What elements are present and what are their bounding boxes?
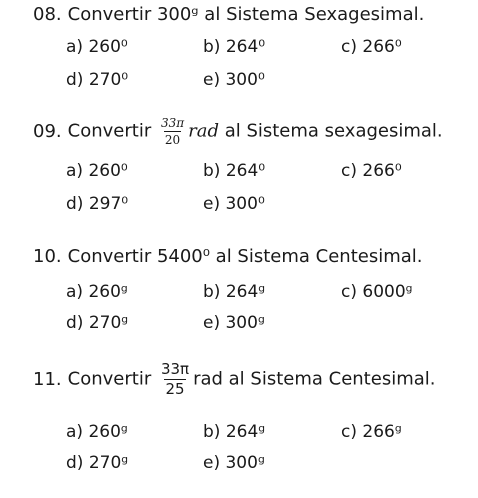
question-number: 09. <box>33 120 62 142</box>
option-d: d) 270ᵍ <box>66 453 129 473</box>
question-text-after: rad al Sistema Centesimal. <box>193 368 436 390</box>
option-b: b) 264⁰ <box>203 161 266 181</box>
question-text: Convertir 300ᵍ al Sistema Sexagesimal. <box>67 4 425 25</box>
fraction <box>160 362 190 397</box>
option-b: b) 264ᵍ <box>203 422 266 442</box>
option-e: e) 300ᵍ <box>203 453 265 473</box>
option-d: d) 270ᵍ <box>66 313 129 333</box>
question-10-prompt <box>33 246 423 267</box>
question-number: 10. <box>33 246 62 267</box>
question-09-prompt <box>33 117 443 146</box>
option-a: a) 260⁰ <box>66 37 128 57</box>
question-text-after: al Sistema sexagesimal. <box>218 120 443 142</box>
question-text-before: Convertir <box>67 120 152 142</box>
option-e: e) 300⁰ <box>203 70 265 90</box>
question-11-prompt <box>33 362 435 397</box>
fraction-denominator: 20 <box>164 133 181 147</box>
option-c: c) 266⁰ <box>341 161 402 181</box>
option-e: e) 300⁰ <box>203 194 265 214</box>
fraction <box>160 117 185 146</box>
option-c: c) 266ᵍ <box>341 422 402 442</box>
question-text: Convertir 5400⁰ al Sistema Centesimal. <box>67 246 423 267</box>
fraction-denominator: 25 <box>165 380 185 398</box>
option-b: b) 264ᵍ <box>203 282 266 302</box>
option-a: a) 260ᵍ <box>66 422 128 442</box>
option-b: b) 264⁰ <box>203 37 266 57</box>
question-text-before: Convertir <box>67 368 152 390</box>
question-number: 11. <box>33 368 62 390</box>
question-number: 08. <box>33 4 62 25</box>
option-d: d) 270⁰ <box>66 70 129 90</box>
unit-rad: rad <box>188 120 219 142</box>
fraction-numerator: 33π <box>160 116 185 130</box>
option-a: a) 260ᵍ <box>66 282 128 302</box>
fraction-numerator: 33π <box>160 360 190 378</box>
option-a: a) 260⁰ <box>66 161 128 181</box>
option-c: c) 266⁰ <box>341 37 402 57</box>
option-c: c) 6000ᵍ <box>341 282 413 302</box>
option-d: d) 297⁰ <box>66 194 129 214</box>
option-e: e) 300ᵍ <box>203 313 265 333</box>
question-08-prompt <box>33 4 424 25</box>
